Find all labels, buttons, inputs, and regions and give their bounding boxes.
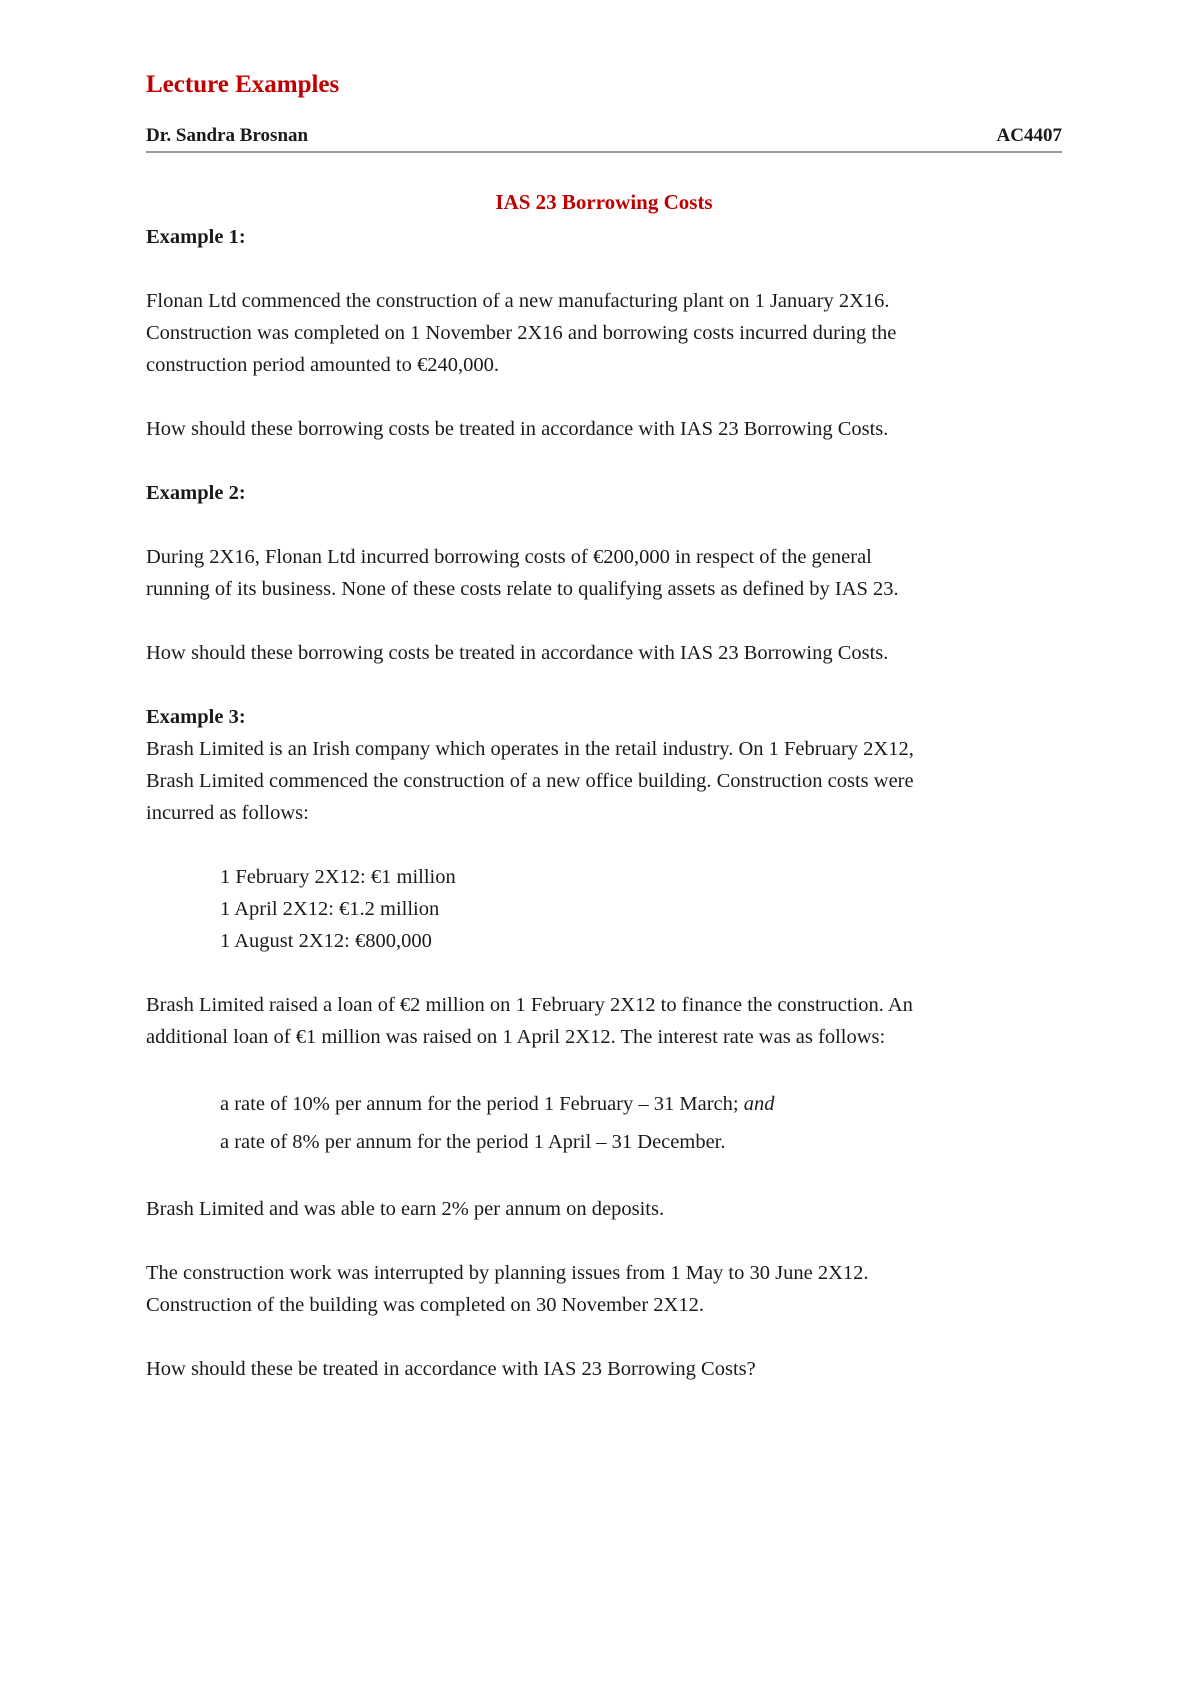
example-1-heading: Example 1: (146, 226, 246, 248)
example-3-intro-line: incurred as follows: (146, 802, 309, 824)
author-name: Dr. Sandra Brosnan (146, 125, 309, 146)
example-3-intro-line: Brash Limited is an Irish company which operates in the retail industry. On 1 February 2X12, (146, 738, 914, 760)
example-3-interruption-line: Construction of the building was completed on 30 November 2X12. (146, 1294, 704, 1316)
document-title: Lecture Examples (146, 71, 340, 98)
example-3-deposit-line: Brash Limited and was able to earn 2% per annum on deposits. (146, 1198, 665, 1220)
example-1-line: Flonan Ltd commenced the construction of a new manufacturing plant on 1 January 2X16. (146, 290, 890, 312)
document-body (146, 221, 1062, 1385)
rate-item (146, 1123, 1062, 1161)
rate-item (146, 1085, 1062, 1123)
cost-item: 1 April 2X12: €1.2 million (220, 898, 440, 920)
example-3-loan-line: additional loan of €1 million was raised on 1 April 2X12. The interest rate was as follows: (146, 1026, 886, 1048)
example-1-line: Construction was completed on 1 November 2X16 and borrowing costs incurred during the (146, 322, 897, 344)
rate-conjunction: and (743, 1093, 775, 1115)
header-row (146, 121, 1062, 153)
example-3-intro-line: Brash Limited commenced the construction of a new office building. Construction costs were (146, 770, 914, 792)
rate-1-text: a rate of 10% per annum for the period 1 February – 31 March; (220, 1093, 739, 1115)
cost-item: 1 February 2X12: €1 million (220, 866, 456, 888)
section-title: IAS 23 Borrowing Costs (495, 190, 713, 214)
example-2-question: How should these borrowing costs be treated in accordance with IAS 23 Borrowing Costs. (146, 642, 889, 664)
example-1-line: construction period amounted to €240,000. (146, 354, 499, 376)
example-3-question: How should these be treated in accordance with IAS 23 Borrowing Costs? (146, 1358, 756, 1380)
example-2-heading: Example 2: (146, 482, 246, 504)
cost-item: 1 August 2X12: €800,000 (220, 930, 432, 952)
example-3-heading: Example 3: (146, 706, 246, 728)
rate-2-text: a rate of 8% per annum for the period 1 April – 31 December. (220, 1131, 726, 1153)
example-1-question: How should these borrowing costs be treated in accordance with IAS 23 Borrowing Costs. (146, 418, 889, 440)
example-2-line: running of its business. None of these costs relate to qualifying assets as defined by IAS 23. (146, 578, 899, 600)
example-3-loan-line: Brash Limited raised a loan of €2 million on 1 February 2X12 to finance the construction. An (146, 994, 913, 1016)
module-code: AC4407 (996, 125, 1062, 146)
example-3-interruption-line: The construction work was interrupted by planning issues from 1 May to 30 June 2X12. (146, 1262, 869, 1284)
example-2-line: During 2X16, Flonan Ltd incurred borrowing costs of €200,000 in respect of the general (146, 546, 872, 568)
